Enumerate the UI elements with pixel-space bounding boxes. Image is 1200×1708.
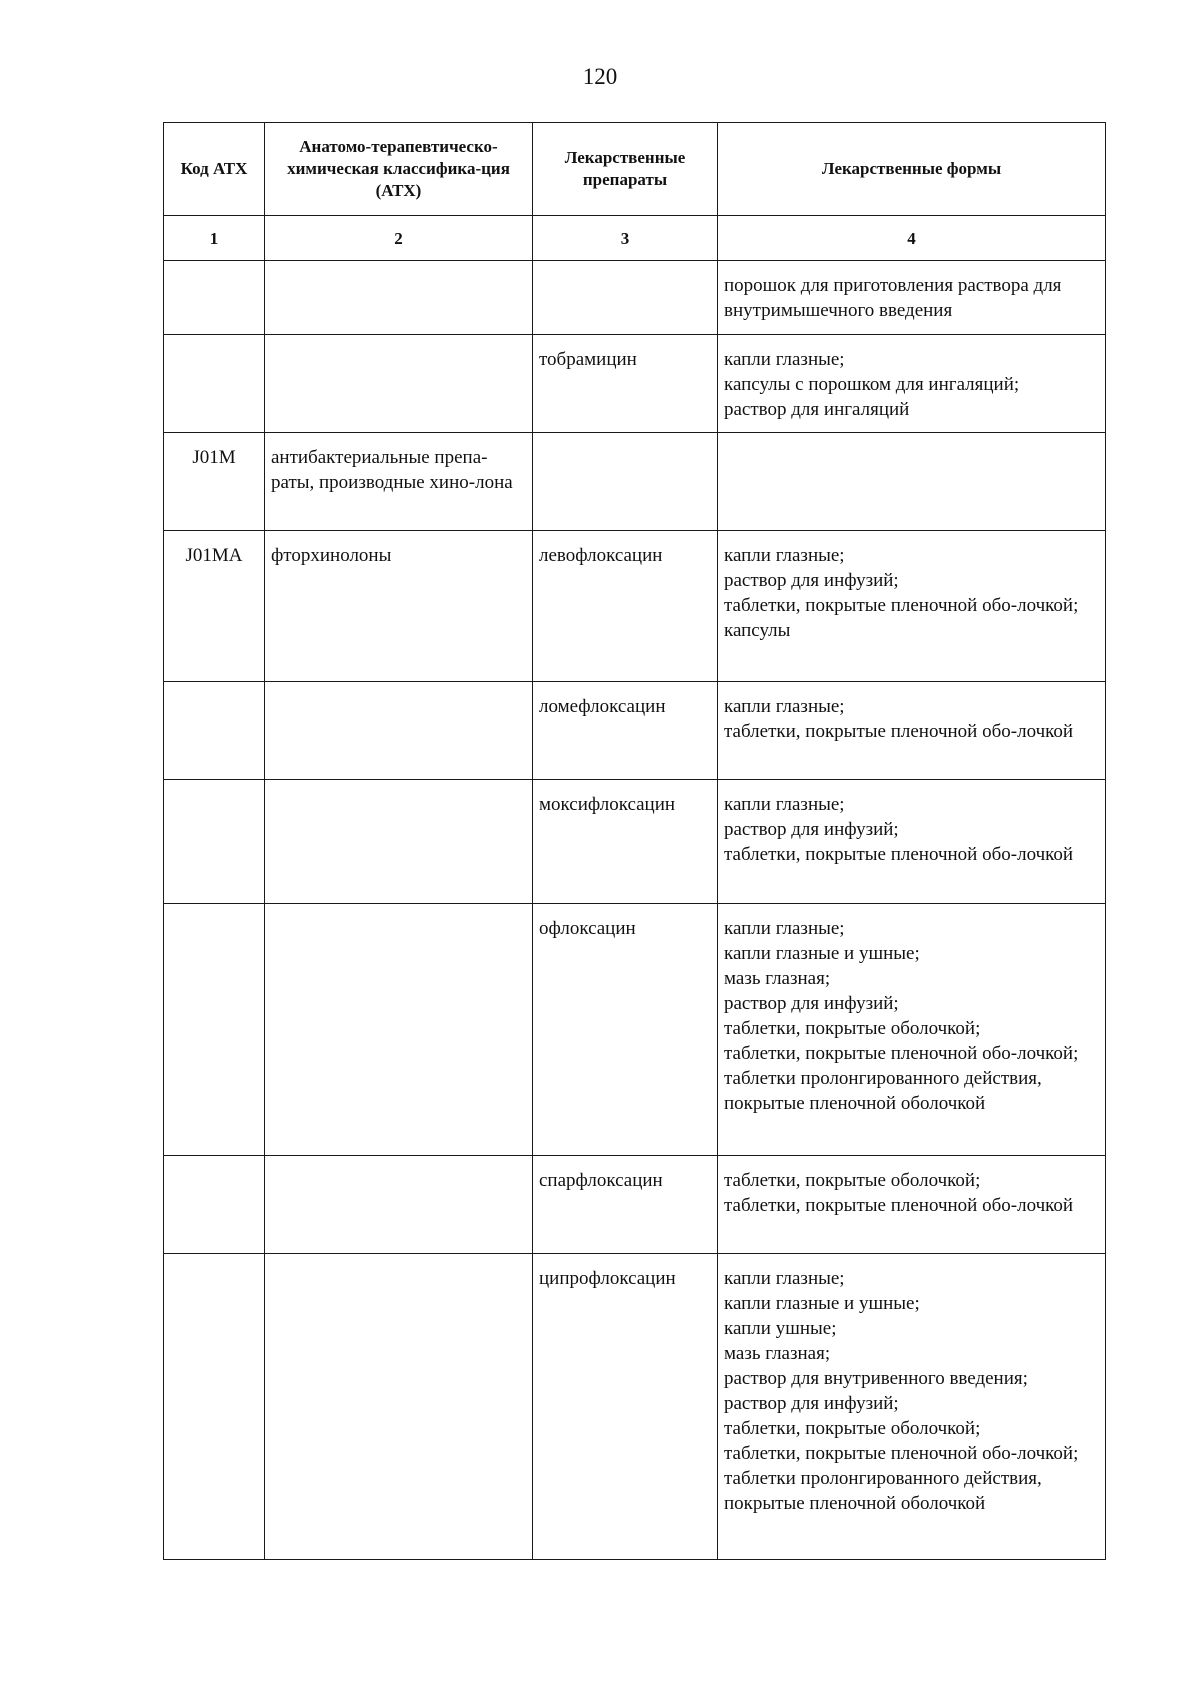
dosage-form: раствор для внутривенного введения; xyxy=(724,1368,1028,1389)
classification-cell xyxy=(265,335,533,433)
atx-code-cell xyxy=(164,682,265,780)
dosage-form: капсулы с порошком для ингаляций; xyxy=(724,374,1020,395)
dosage-form: капли глазные; xyxy=(724,1268,845,1289)
dosage-forms-cell xyxy=(718,531,1106,682)
dosage-forms-cell xyxy=(718,433,1106,531)
dosage-form: раствор для инфузий; xyxy=(724,993,899,1014)
drug-cell: офлоксацин xyxy=(533,904,718,1156)
dosage-form: капли глазные и ушные; xyxy=(724,943,920,964)
dosage-form: таблетки, покрытые пленочной обо-лочкой xyxy=(724,1195,1074,1216)
atx-code-cell: J01M xyxy=(164,433,265,531)
dosage-form: капли глазные; xyxy=(724,545,845,566)
table-body xyxy=(164,261,1106,1560)
atx-table xyxy=(163,122,1106,1560)
drug-cell: ципрофлоксацин xyxy=(533,1254,718,1560)
classification-cell xyxy=(265,682,533,780)
header-classification: Анатомо-терапевтическо-химическая классифика-ция (АТХ) xyxy=(265,123,533,216)
atx-code-cell xyxy=(164,780,265,904)
table-row xyxy=(164,531,1106,682)
header-drugs: Лекарственные препараты xyxy=(533,123,718,216)
classification-cell xyxy=(265,780,533,904)
dosage-form: порошок для приготовления раствора для внутримышечного введения xyxy=(724,275,1062,321)
drug-cell: спарфлоксацин xyxy=(533,1156,718,1254)
dosage-form: таблетки, покрытые пленочной обо-лочкой xyxy=(724,721,1074,742)
classification-cell xyxy=(265,1254,533,1560)
dosage-forms-cell xyxy=(718,904,1106,1156)
column-number: 2 xyxy=(265,216,533,261)
table-row xyxy=(164,1254,1106,1560)
atx-code-cell xyxy=(164,1156,265,1254)
dosage-forms-cell xyxy=(718,335,1106,433)
dosage-forms-cell xyxy=(718,780,1106,904)
dosage-form: таблетки, покрытые оболочкой; xyxy=(724,1170,981,1191)
dosage-form: раствор для ингаляций xyxy=(724,399,910,420)
dosage-form: капли глазные; xyxy=(724,696,845,717)
classification-cell xyxy=(265,1156,533,1254)
dosage-form: раствор для инфузий; xyxy=(724,1393,899,1414)
dosage-form: таблетки, покрытые пленочной обо-лочкой xyxy=(724,844,1074,865)
classification-cell xyxy=(265,261,533,335)
dosage-form: капли ушные; xyxy=(724,1318,837,1339)
dosage-forms-cell xyxy=(718,1156,1106,1254)
dosage-form: раствор для инфузий; xyxy=(724,819,899,840)
dosage-form: капли глазные и ушные; xyxy=(724,1293,920,1314)
drug-cell xyxy=(533,433,718,531)
atx-code-cell: J01MA xyxy=(164,531,265,682)
column-number-row xyxy=(164,216,1106,261)
table-row xyxy=(164,335,1106,433)
dosage-forms-cell xyxy=(718,682,1106,780)
atx-code-cell xyxy=(164,335,265,433)
header-forms: Лекарственные формы xyxy=(718,123,1106,216)
table-row xyxy=(164,1156,1106,1254)
column-number: 3 xyxy=(533,216,718,261)
drug-cell: тобрамицин xyxy=(533,335,718,433)
dosage-forms-cell xyxy=(718,1254,1106,1560)
dosage-form: капли глазные; xyxy=(724,794,845,815)
classification-cell xyxy=(265,904,533,1156)
drug-cell: левофлоксацин xyxy=(533,531,718,682)
drug-cell: ломефлоксацин xyxy=(533,682,718,780)
dosage-form: таблетки, покрытые оболочкой; xyxy=(724,1018,981,1039)
page-number: 120 xyxy=(582,64,618,89)
column-number: 1 xyxy=(164,216,265,261)
atx-code-cell xyxy=(164,261,265,335)
table-row xyxy=(164,904,1106,1156)
dosage-form: таблетки, покрытые оболочкой; xyxy=(724,1418,981,1439)
classification-cell: антибактериальные препа-раты, производные хино-лона xyxy=(265,433,533,531)
dosage-form: мазь глазная; xyxy=(724,1343,831,1364)
dosage-form: таблетки пролонгированного действия, покрытые пленочной оболочкой xyxy=(724,1068,1042,1114)
dosage-form: таблетки, покрытые пленочной обо-лочкой; xyxy=(724,1443,1079,1464)
table-row xyxy=(164,433,1106,531)
dosage-form: раствор для инфузий; xyxy=(724,570,899,591)
dosage-form: капли глазные; xyxy=(724,349,845,370)
drug-cell: моксифлоксацин xyxy=(533,780,718,904)
column-number: 4 xyxy=(718,216,1106,261)
atx-code-cell xyxy=(164,904,265,1156)
dosage-form: капли глазные; xyxy=(724,918,845,939)
dosage-form: мазь глазная; xyxy=(724,968,831,989)
dosage-form: капсулы xyxy=(724,620,791,641)
header-row xyxy=(164,123,1106,216)
dosage-form: таблетки, покрытые пленочной обо-лочкой; xyxy=(724,1043,1079,1064)
table-row xyxy=(164,261,1106,335)
dosage-form: таблетки, покрытые пленочной обо-лочкой; xyxy=(724,595,1079,616)
table-row xyxy=(164,682,1106,780)
header-code: Код АТХ xyxy=(164,123,265,216)
dosage-forms-cell xyxy=(718,261,1106,335)
table-row xyxy=(164,780,1106,904)
atx-code-cell xyxy=(164,1254,265,1560)
drug-cell xyxy=(533,261,718,335)
classification-cell: фторхинолоны xyxy=(265,531,533,682)
dosage-form: таблетки пролонгированного действия, покрытые пленочной оболочкой xyxy=(724,1468,1042,1514)
